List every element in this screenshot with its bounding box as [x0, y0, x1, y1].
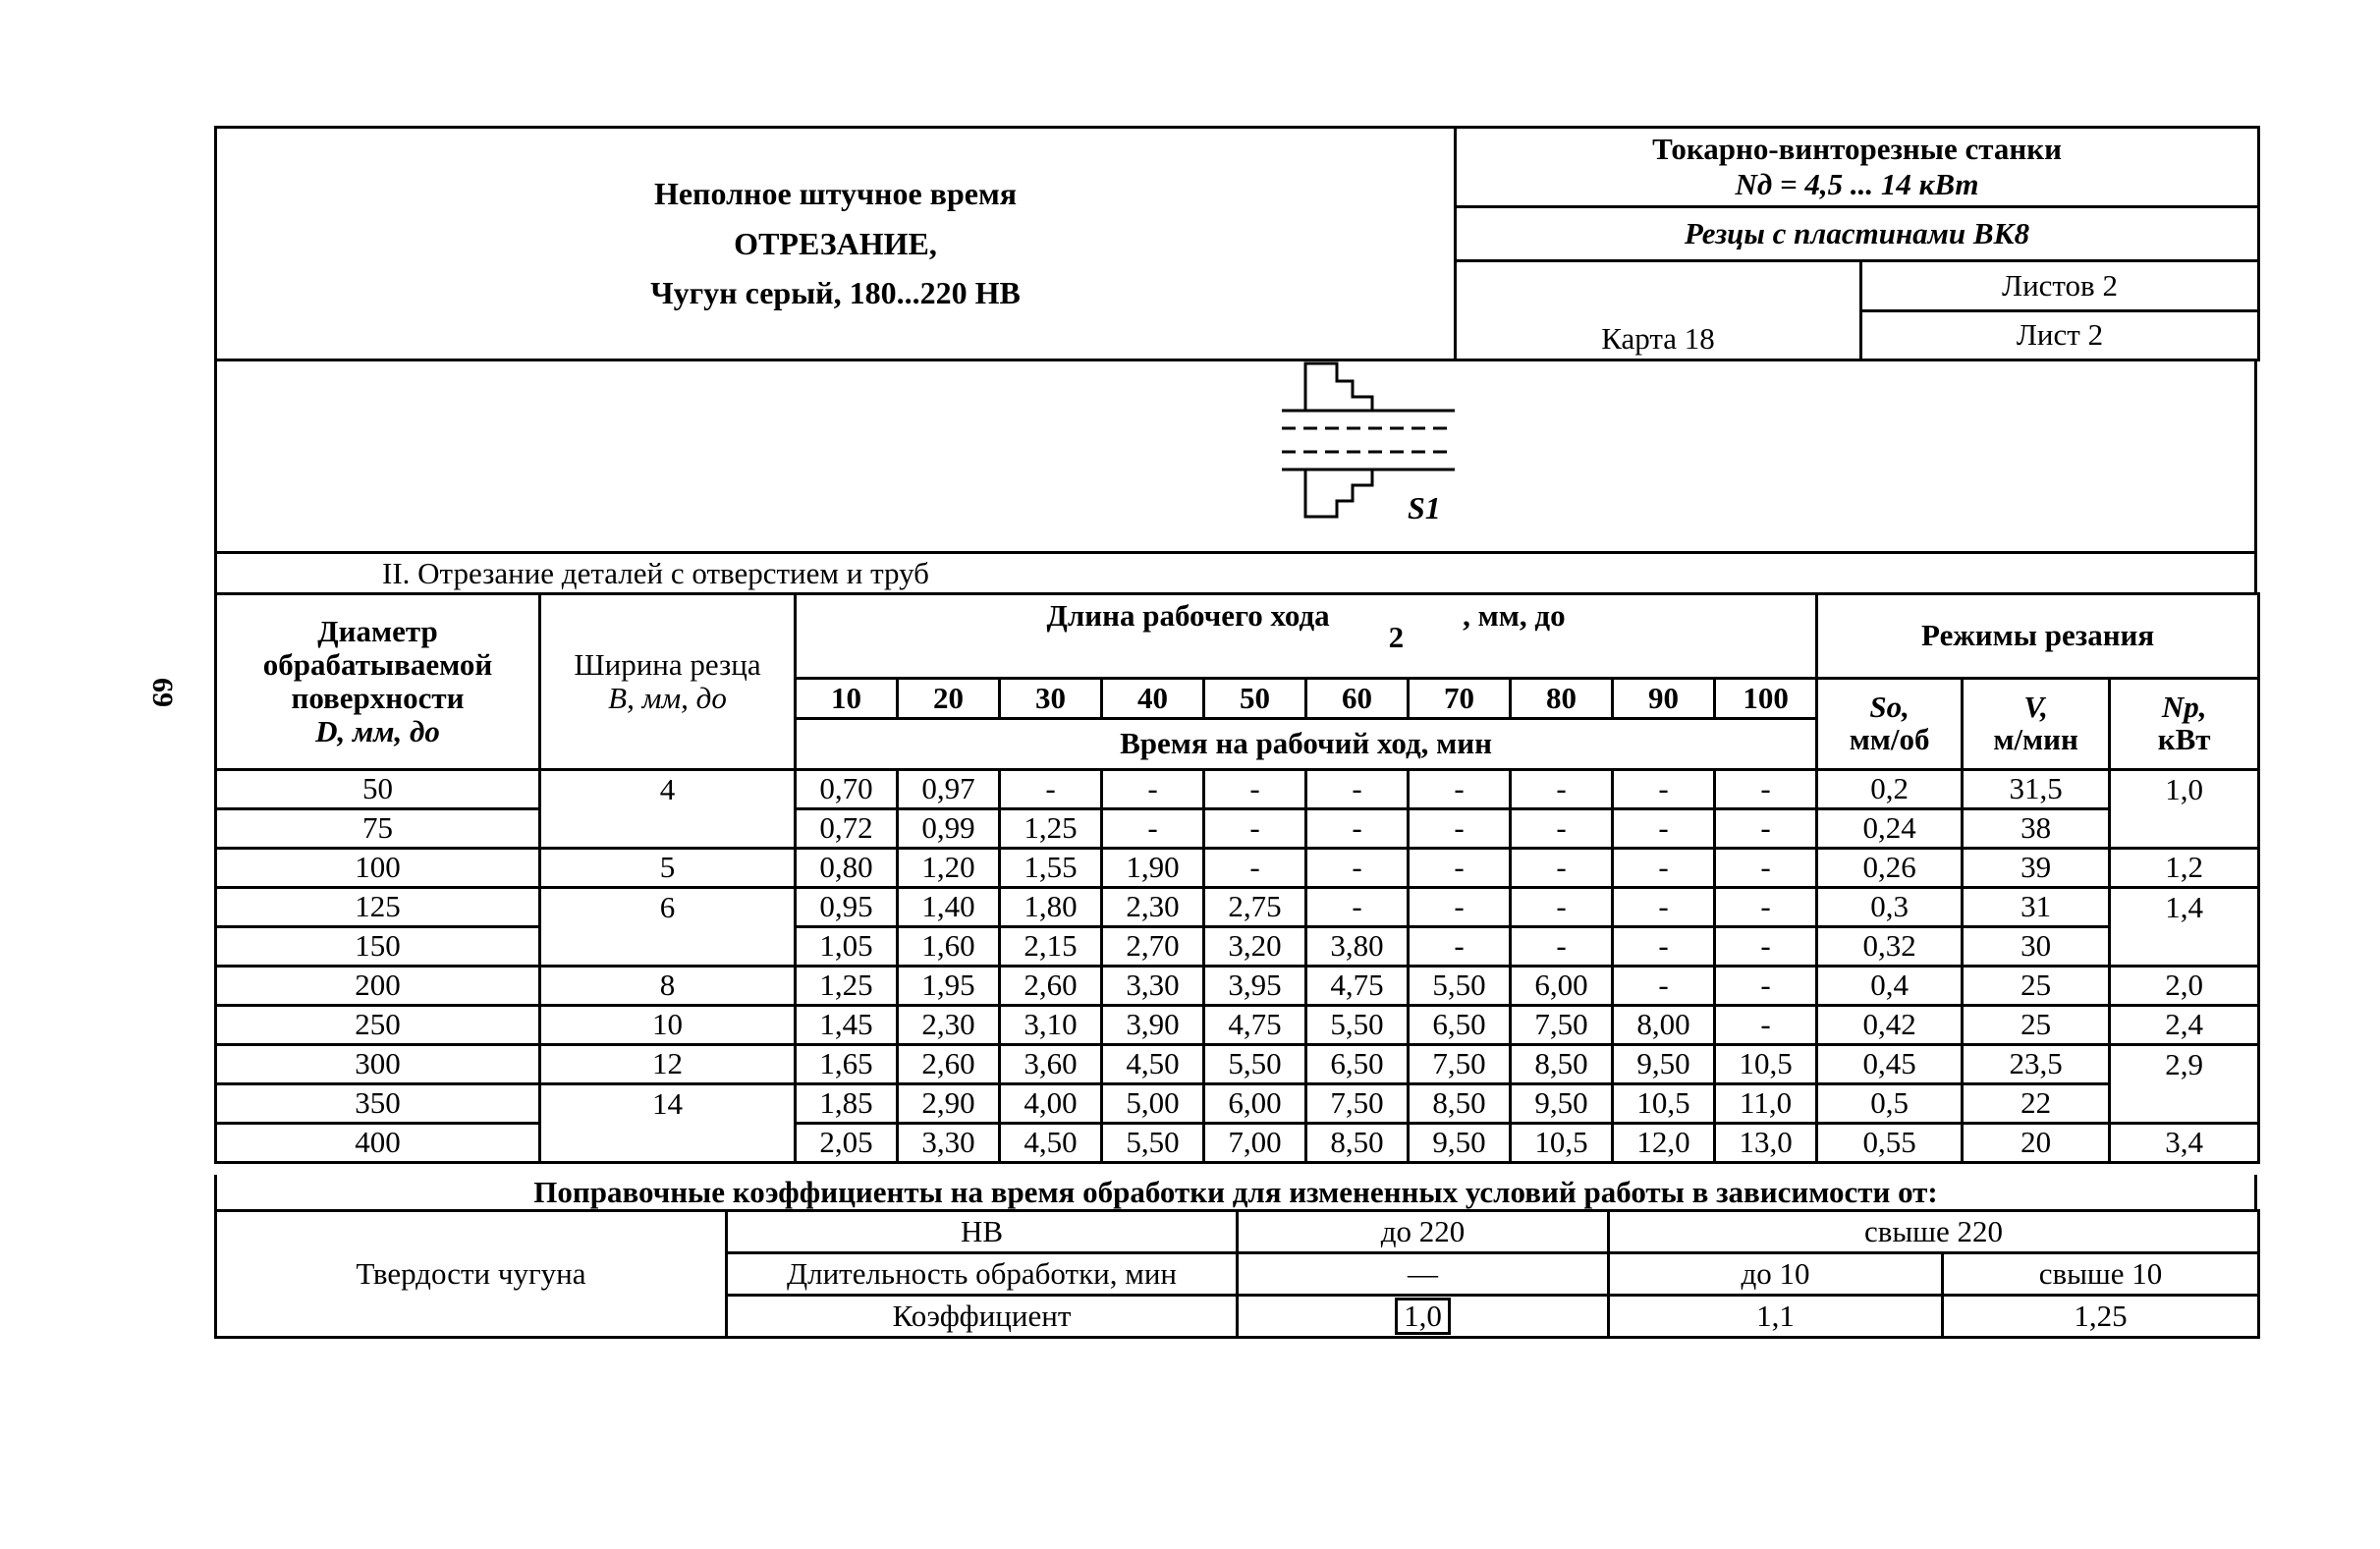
cell-time: 0,70 — [796, 770, 898, 809]
cell-feed: 0,55 — [1817, 1124, 1963, 1163]
cell-time: 6,00 — [1204, 1084, 1306, 1124]
col-width — [540, 594, 796, 770]
correction-table — [214, 1209, 2260, 1339]
cell-time: 7,50 — [1511, 1006, 1613, 1045]
cell-diameter: 400 — [216, 1124, 540, 1163]
cell-feed: 0,24 — [1817, 809, 1963, 849]
cell-time: - — [1715, 888, 1817, 927]
cell-time: 3,95 — [1204, 967, 1306, 1006]
sheets-total: Листов 2 — [1861, 261, 2259, 310]
coef-label: Коэффициент — [727, 1296, 1238, 1338]
cell-time: - — [1511, 888, 1613, 927]
col-v — [1963, 679, 2110, 770]
cell-time: - — [1102, 770, 1204, 809]
cell-time: - — [1000, 770, 1102, 809]
cell-width: 12 — [540, 1045, 796, 1084]
header-table — [214, 126, 2260, 361]
cell-time: 5,50 — [1409, 967, 1511, 1006]
cell-time: 1,60 — [898, 927, 1000, 967]
cell-time: 1,55 — [1000, 849, 1102, 888]
cell-time: 3,30 — [898, 1124, 1000, 1163]
cell-time: 2,70 — [1102, 927, 1204, 967]
cell-time: - — [1613, 770, 1715, 809]
length-header-cell: 90 — [1613, 679, 1715, 719]
cell-feed: 0,45 — [1817, 1045, 1963, 1084]
cell-time: - — [1715, 967, 1817, 1006]
length-header-cell: 50 — [1204, 679, 1306, 719]
col-v-unit: м/мин — [1993, 722, 2078, 756]
title-line-2: ОТРЕЗАНИЕ, — [734, 225, 937, 261]
title-line-3: Чугун серый, 180...220 НВ — [650, 275, 1021, 311]
cell-time: 0,97 — [898, 770, 1000, 809]
cell-time: 1,80 — [1000, 888, 1102, 927]
length-header-cell: 100 — [1715, 679, 1817, 719]
cell-power: 2,0 — [2110, 967, 2259, 1006]
table-row — [216, 1045, 2259, 1084]
cell-time: 2,05 — [796, 1124, 898, 1163]
cell-power — [2110, 927, 2259, 967]
cell-time: 6,50 — [1409, 1006, 1511, 1045]
cell-speed: 23,5 — [1963, 1045, 2110, 1084]
table-row — [216, 770, 2259, 809]
col-length — [796, 594, 1817, 679]
cell-time: - — [1613, 809, 1715, 849]
cell-width — [540, 1124, 796, 1163]
cell-time: 1,25 — [1000, 809, 1102, 849]
cell-time: 5,50 — [1306, 1006, 1409, 1045]
cell-time: - — [1715, 770, 1817, 809]
length-header-cell: 30 — [1000, 679, 1102, 719]
cell-feed: 0,26 — [1817, 849, 1963, 888]
cell-width: 4 — [540, 770, 796, 809]
col-so-label: So, — [1869, 690, 1910, 725]
coef-2: 1,1 — [1609, 1296, 1943, 1338]
cutoff-sketch — [1042, 360, 1455, 554]
cell-feed: 0,42 — [1817, 1006, 1963, 1045]
cell-power — [2110, 1084, 2259, 1124]
cell-time: 2,15 — [1000, 927, 1102, 967]
cell-power — [2110, 809, 2259, 849]
cell-time: 0,95 — [796, 888, 898, 927]
cell-power: 1,0 — [2110, 770, 2259, 809]
table-row — [216, 967, 2259, 1006]
col-np-label: Nр, — [2161, 690, 2207, 725]
col-length-label: Длина рабочего хода — [1046, 598, 1330, 633]
cell-time: 3,30 — [1102, 967, 1204, 1006]
table-row — [216, 849, 2259, 888]
cell-time: 1,95 — [898, 967, 1000, 1006]
table-row — [216, 888, 2259, 927]
cell-width: 14 — [540, 1084, 796, 1124]
correction-title: Поправочные коэффициенты на время обработки для измененных условий работы в зависимости от: — [214, 1175, 2257, 1212]
cell-time: - — [1204, 849, 1306, 888]
cell-time: - — [1613, 849, 1715, 888]
machine-line-1: Токарно-винторезные станки — [1652, 132, 2062, 167]
cell-time: - — [1511, 927, 1613, 967]
col-so-unit: мм/об — [1849, 722, 1930, 756]
cell-time: - — [1204, 770, 1306, 809]
cell-time: 2,75 — [1204, 888, 1306, 927]
cell-time: - — [1511, 809, 1613, 849]
col-modes: Режимы резания — [1817, 594, 2259, 679]
col-v-label: V, — [2023, 690, 2048, 725]
cell-speed: 20 — [1963, 1124, 2110, 1163]
cell-time: 2,60 — [898, 1045, 1000, 1084]
cell-speed: 25 — [1963, 967, 2110, 1006]
cell-diameter: 200 — [216, 967, 540, 1006]
cell-diameter: 125 — [216, 888, 540, 927]
cell-diameter: 75 — [216, 809, 540, 849]
cell-time: 5,00 — [1102, 1084, 1204, 1124]
cell-time: 4,50 — [1102, 1045, 1204, 1084]
cell-width: 8 — [540, 967, 796, 1006]
cell-time: 4,50 — [1000, 1124, 1102, 1163]
cell-power: 1,4 — [2110, 888, 2259, 927]
cell-time: 8,50 — [1409, 1084, 1511, 1124]
table-row — [216, 1124, 2259, 1163]
cell-speed: 31,5 — [1963, 770, 2110, 809]
length-header-cell: 70 — [1409, 679, 1511, 719]
cell-time: 10,5 — [1613, 1084, 1715, 1124]
coef-1-cell — [1238, 1296, 1609, 1338]
cell-time: 1,25 — [796, 967, 898, 1006]
cell-diameter: 100 — [216, 849, 540, 888]
cell-feed: 0,2 — [1817, 770, 1963, 809]
cell-time: 0,72 — [796, 809, 898, 849]
cell-time: - — [1715, 1006, 1817, 1045]
cell-time: 8,50 — [1306, 1124, 1409, 1163]
col-so — [1817, 679, 1963, 770]
cell-time: 1,05 — [796, 927, 898, 967]
cell-time: - — [1715, 809, 1817, 849]
col-diameter-unit: D, мм, до — [315, 714, 440, 749]
cell-time: - — [1613, 927, 1715, 967]
cell-time: 10,5 — [1715, 1045, 1817, 1084]
cell-time: 13,0 — [1715, 1124, 1817, 1163]
cell-width — [540, 927, 796, 967]
cell-feed: 0,5 — [1817, 1084, 1963, 1124]
title-line-1: Неполное штучное время — [653, 175, 1018, 211]
cell-time: 7,50 — [1306, 1084, 1409, 1124]
cell-time: - — [1409, 770, 1511, 809]
cell-time: - — [1409, 927, 1511, 967]
feed-label: S1 — [1408, 490, 1441, 526]
cell-power: 2,4 — [2110, 1006, 2259, 1045]
cell-time: 12,0 — [1613, 1124, 1715, 1163]
col-width-unit: B, мм, до — [608, 681, 727, 715]
table-row — [216, 809, 2259, 849]
cell-time: - — [1102, 809, 1204, 849]
col-diameter — [216, 594, 540, 770]
cell-time: 3,80 — [1306, 927, 1409, 967]
card-number: Карта 18 — [1456, 261, 1861, 360]
cell-feed: 0,4 — [1817, 967, 1963, 1006]
cell-time: - — [1613, 967, 1715, 1006]
cell-time: - — [1409, 849, 1511, 888]
cell-width — [540, 809, 796, 849]
machine-line-2: Nд = 4,5 ... 14 кВт — [1735, 166, 1979, 201]
cell-time: 10,5 — [1511, 1124, 1613, 1163]
cell-time: 5,50 — [1204, 1045, 1306, 1084]
cell-speed: 31 — [1963, 888, 2110, 927]
cell-time: - — [1204, 809, 1306, 849]
cell-width: 6 — [540, 888, 796, 927]
cell-speed: 22 — [1963, 1084, 2110, 1124]
cell-time: 8,50 — [1511, 1045, 1613, 1084]
cell-time: - — [1306, 888, 1409, 927]
cell-speed: 25 — [1963, 1006, 2110, 1045]
cell-power: 2,9 — [2110, 1045, 2259, 1084]
cell-time: - — [1409, 888, 1511, 927]
cell-time: 2,90 — [898, 1084, 1000, 1124]
col-width-label: Ширина резца — [574, 646, 761, 682]
cell-speed: 38 — [1963, 809, 2110, 849]
col-np — [2110, 679, 2259, 770]
cell-time: 2,30 — [898, 1006, 1000, 1045]
cell-time: 1,90 — [1102, 849, 1204, 888]
cell-time: 1,85 — [796, 1084, 898, 1124]
coef-1: 1,0 — [1395, 1298, 1451, 1335]
machine-type — [1456, 128, 2259, 207]
cell-time: 9,50 — [1409, 1124, 1511, 1163]
cell-time: - — [1306, 809, 1409, 849]
cell-time: - — [1511, 849, 1613, 888]
cell-time: 9,50 — [1511, 1084, 1613, 1124]
length-header-cell: 80 — [1511, 679, 1613, 719]
cell-time: 4,75 — [1306, 967, 1409, 1006]
duration-upto: до 10 — [1609, 1253, 1943, 1296]
cell-speed: 30 — [1963, 927, 2110, 967]
cell-time: 9,50 — [1613, 1045, 1715, 1084]
cell-power: 1,2 — [2110, 849, 2259, 888]
hb-label: НВ — [727, 1211, 1238, 1253]
sketch-area — [214, 360, 2257, 554]
length-header-cell: 10 — [796, 679, 898, 719]
table-row — [216, 1084, 2259, 1124]
cell-time: 1,45 — [796, 1006, 898, 1045]
cell-time: 3,10 — [1000, 1006, 1102, 1045]
cell-time: 6,00 — [1511, 967, 1613, 1006]
section-title: II. Отрезание деталей с отверстием и труб — [382, 556, 929, 590]
sheet-number: Лист 2 — [1861, 310, 2259, 360]
cell-time: 3,20 — [1204, 927, 1306, 967]
cell-time: 4,00 — [1000, 1084, 1102, 1124]
cell-diameter: 250 — [216, 1006, 540, 1045]
cell-time: 11,0 — [1715, 1084, 1817, 1124]
cell-time: - — [1409, 809, 1511, 849]
length-header-cell: 20 — [898, 679, 1000, 719]
cell-time: 8,00 — [1613, 1006, 1715, 1045]
cell-diameter: 300 — [216, 1045, 540, 1084]
cell-time: - — [1613, 888, 1715, 927]
cell-power: 3,4 — [2110, 1124, 2259, 1163]
cell-width: 10 — [540, 1006, 796, 1045]
table-body — [216, 770, 2259, 1163]
section-caption — [214, 552, 2257, 595]
cell-speed: 39 — [1963, 849, 2110, 888]
col-np-unit: кВт — [2157, 722, 2211, 756]
header-title — [216, 128, 1456, 360]
tool-type: Резцы с пластинами ВК8 — [1456, 206, 2259, 260]
duration-over: свыше 10 — [1943, 1253, 2259, 1296]
cell-time: 1,40 — [898, 888, 1000, 927]
cell-time: 6,50 — [1306, 1045, 1409, 1084]
table-row — [216, 1006, 2259, 1045]
cell-feed: 0,3 — [1817, 888, 1963, 927]
table-row — [216, 927, 2259, 967]
page-number: 69 — [146, 678, 179, 707]
cell-time: - — [1306, 849, 1409, 888]
col-length-unit: , мм, до — [1463, 598, 1566, 633]
cell-time: - — [1511, 770, 1613, 809]
cell-time: 7,50 — [1409, 1045, 1511, 1084]
coef-3: 1,25 — [1943, 1296, 2259, 1338]
cell-width: 5 — [540, 849, 796, 888]
cell-feed: 0,32 — [1817, 927, 1963, 967]
duration-label: Длительность обработки, мин — [727, 1253, 1238, 1296]
cutting-time-table — [214, 592, 2260, 1164]
cell-time: 4,75 — [1204, 1006, 1306, 1045]
duration-dash: — — [1238, 1253, 1609, 1296]
cell-time: - — [1715, 927, 1817, 967]
cell-time: 1,65 — [796, 1045, 898, 1084]
cell-time: 0,99 — [898, 809, 1000, 849]
cell-time: 0,80 — [796, 849, 898, 888]
cell-time: 3,60 — [1000, 1045, 1102, 1084]
cell-diameter: 50 — [216, 770, 540, 809]
cell-time: 3,90 — [1102, 1006, 1204, 1045]
cell-diameter: 150 — [216, 927, 540, 967]
cell-time: 2,60 — [1000, 967, 1102, 1006]
hb-over: свыше 220 — [1609, 1211, 2259, 1253]
hb-upto: до 220 — [1238, 1211, 1609, 1253]
correction-factor: Твердости чугуна — [216, 1211, 727, 1338]
cell-time: - — [1715, 849, 1817, 888]
length-header-cell: 60 — [1306, 679, 1409, 719]
time-caption: Время на рабочий ход, мин — [796, 719, 1817, 770]
cell-time: 7,00 — [1204, 1124, 1306, 1163]
cell-time: - — [1306, 770, 1409, 809]
col-length-subscript: 2 — [1388, 620, 1405, 654]
cell-time: 2,30 — [1102, 888, 1204, 927]
cell-time: 5,50 — [1102, 1124, 1204, 1163]
col-diameter-label: Диаметр обрабатываемой поверхности — [262, 613, 493, 715]
cell-time: 1,20 — [898, 849, 1000, 888]
cell-diameter: 350 — [216, 1084, 540, 1124]
length-header-cell: 40 — [1102, 679, 1204, 719]
